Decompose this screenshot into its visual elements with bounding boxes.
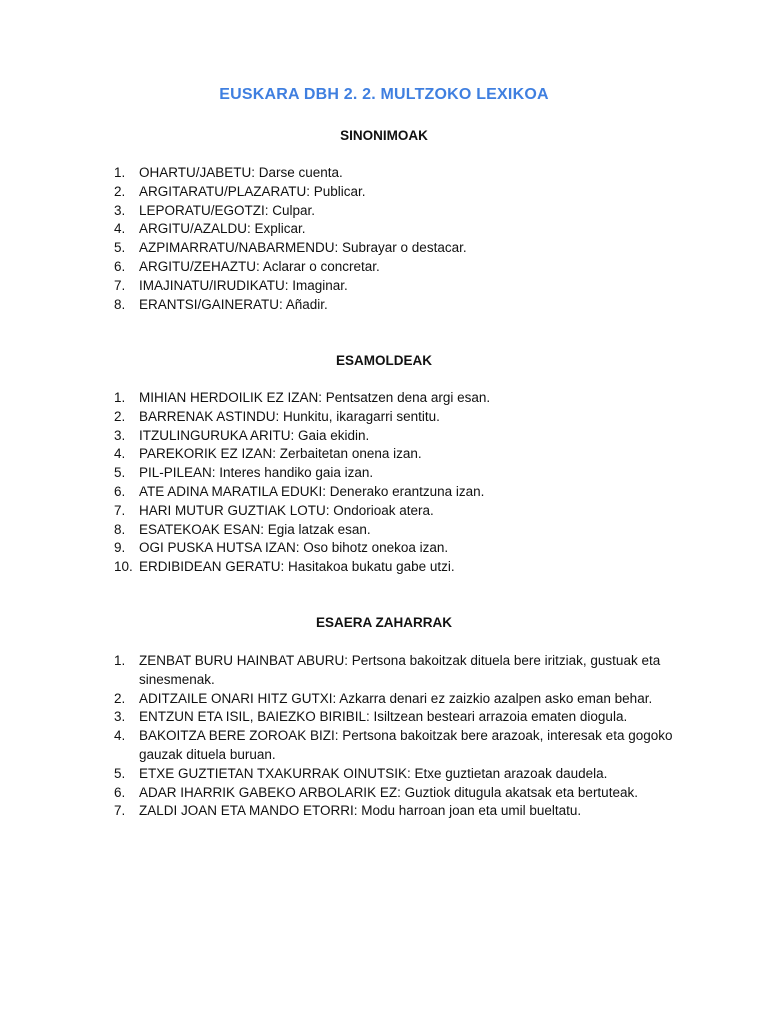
list-item-text: OGI PUSKA HUTSA IZAN: Oso bihotz onekoa izan. [139,540,449,556]
list-item-text: LEPORATU/EGOTZI: Culpar. [139,202,316,218]
list-item [0,464,768,483]
list-item [0,521,768,540]
list-item-number: 6. [114,258,126,274]
list-item [0,539,768,558]
list-item-text: AZPIMARRATU/NABARMENDU: Subrayar o destacar. [139,240,467,256]
list-item-number: 2. [114,183,126,199]
list-item-number: 5. [114,240,126,256]
list-item-number: 2. [114,690,126,706]
list-item [0,258,768,277]
list-item-number: 4. [114,728,126,744]
list-item-number: 3. [114,709,126,725]
list-item-text: BAKOITZA BERE ZOROAK BIZI: Pertsona bakoitzak bere arazoak, interesak eta gogoko gauzak dituela buruan. [139,728,673,762]
list-item-text: ARGITU/AZALDU: Explicar. [139,221,306,237]
list-item-text: ZALDI JOAN ETA MANDO ETORRI: Modu harroan joan eta umil bueltatu. [139,803,582,819]
section-heading-esaera-zaharrak: ESAERA ZAHARRAK [315,615,452,630]
section-heading-esamoldeak: ESAMOLDEAK [335,353,432,368]
list-item-text: ERANTSI/GAINERATU: Añadir. [139,296,328,312]
list-item [0,220,768,239]
list-item-number: 3. [114,427,126,443]
list-item-number: 1. [114,653,126,668]
list-item-number: 2. [114,408,126,424]
list-item [0,483,768,502]
list-item-number: 5. [114,765,126,781]
list-item [0,183,768,202]
list-item [0,277,768,296]
list-item [0,202,768,221]
list-item [0,239,768,258]
list-item [0,408,768,427]
list-item [0,427,768,446]
list-item-number: 7. [114,803,126,819]
list-item-number: 5. [114,465,126,481]
list-item-number: 4. [114,221,126,237]
list-item [0,558,768,577]
list-item-text: ERDIBIDEAN GERATU: Hasitakoa bukatu gabe utzi. [139,559,455,575]
list-item [0,708,768,727]
list-item [0,784,768,803]
list-item-text: BARRENAK ASTINDU: Hunkitu, ikaragarri sentitu. [139,408,440,424]
list-item-text: OHARTU/JABETU: Darse cuenta. [139,165,343,180]
list-item-number: 10. [114,559,133,575]
list-item-text: IMAJINATU/IRUDIKATU: Imaginar. [139,277,348,293]
list-item-text: ITZULINGURUKA ARITU: Gaia ekidin. [139,427,370,443]
list-esaera-zaharrak [0,652,768,821]
list-item [0,690,768,709]
section-heading-sinonimoak: SINONIMOAK [340,128,428,143]
list-esamoldeak [0,389,768,577]
list-item-number: 6. [114,784,126,800]
list-item-text: ARGITU/ZEHAZTU: Aclarar o concretar. [139,258,380,274]
list-item [0,802,768,821]
list-item-number: 3. [114,202,126,218]
list-item-number: 6. [114,483,126,499]
list-item-number: 1. [114,390,126,405]
list-item [0,652,768,690]
list-item-text: ZENBAT BURU HAINBAT ABURU: Pertsona bakoitzak dituela bere iritziak, gustuak eta sinesmenak. [139,653,661,687]
list-item [0,389,768,408]
list-item [0,502,768,521]
list-item-text: HARI MUTUR GUZTIAK LOTU: Ondorioak atera. [139,502,434,518]
list-item-text: ADITZAILE ONARI HITZ GUTXI: Azkarra denari ez zaizkio azalpen asko eman behar. [139,690,653,706]
list-sinonimoak [0,164,768,314]
list-item-number: 1. [114,165,126,180]
list-item [0,765,768,784]
list-item-text: ADAR IHARRIK GABEKO ARBOLARIK EZ: Guztiok ditugula akatsak eta bertuteak. [139,784,638,800]
list-item-number: 9. [114,540,126,556]
list-item-text: PIL-PILEAN: Interes handiko gaia izan. [139,465,374,481]
list-item-text: ETXE GUZTIETAN TXAKURRAK OINUTSIK: Etxe guztietan arazoak daudela. [139,765,608,781]
list-item [0,164,768,183]
list-item-text: ENTZUN ETA ISIL, BAIEZKO BIRIBIL: Isiltzean besteari arrazoia ematen diogula. [139,709,628,725]
list-item-text: ESATEKOAK ESAN: Egia latzak esan. [139,521,371,537]
list-item-number: 8. [114,296,126,312]
list-item-text: ATE ADINA MARATILA EDUKI: Denerako erantzuna izan. [139,483,485,499]
list-item-text: MIHIAN HERDOILIK EZ IZAN: Pentsatzen dena argi esan. [139,390,491,405]
list-item-text: ARGITARATU/PLAZARATU: Publicar. [139,183,366,199]
list-item [0,296,768,315]
list-item-number: 7. [114,502,126,518]
list-item [0,445,768,464]
list-item-number: 8. [114,521,126,537]
list-item-number: 7. [114,277,126,293]
list-item-text: PAREKORIK EZ IZAN: Zerbaitetan onena izan. [139,446,422,462]
list-item-number: 4. [114,446,126,462]
list-item [0,727,768,765]
document-title: EUSKARA DBH 2. 2. MULTZOKO LEXIKOA [219,86,549,103]
